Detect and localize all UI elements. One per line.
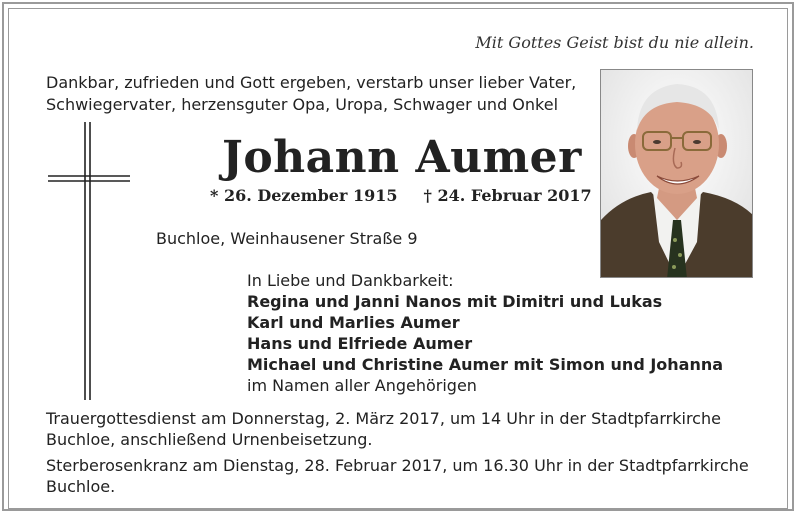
mourners-intro: In Liebe und Dankbarkeit:: [247, 271, 454, 290]
motto: Mit Gottes Geist bist du nie allein.: [475, 33, 754, 52]
notice-line: Buchloe, anschließend Urnenbeisetzung.: [46, 430, 373, 449]
rosary-notice: [46, 455, 756, 497]
mourner-family: Regina und Janni Nanos mit Dimitri und Lukas: [247, 292, 663, 311]
intro-text: [46, 72, 586, 116]
notice-line: Sterberosenkranz am Dienstag, 28. Februar 2017, um 16.30 Uhr in der Stadtpfarrkirche: [46, 456, 749, 475]
mourner-family: Michael und Christine Aumer mit Simon und Johanna: [247, 355, 724, 374]
mourner-family: Karl und Marlies Aumer: [247, 313, 460, 332]
death-date: † 24. Februar 2017: [423, 186, 592, 205]
life-dates: [210, 186, 592, 205]
deceased-name: Johann Aumer: [222, 132, 582, 183]
intro-line: Schwiegervater, herzensguter Opa, Uropa, Schwager und Onkel: [46, 95, 559, 114]
address: Buchloe, Weinhausener Straße 9: [156, 229, 418, 248]
funeral-notice: [46, 408, 756, 450]
cross-icon: [44, 122, 134, 402]
mourner-family: Hans und Elfriede Aumer: [247, 334, 473, 353]
birth-date: * 26. Dezember 1915: [210, 186, 398, 205]
notice-line: Buchloe.: [46, 477, 116, 496]
mourners-block: [247, 270, 723, 396]
portrait-photo: [600, 69, 753, 278]
intro-line: Dankbar, zufrieden und Gott ergeben, verstarb unser lieber Vater,: [46, 73, 577, 92]
notice-line: Trauergottesdienst am Donnerstag, 2. März 2017, um 14 Uhr in der Stadtpfarrkirche: [46, 409, 721, 428]
mourners-closing: im Namen aller Angehörigen: [247, 376, 477, 395]
